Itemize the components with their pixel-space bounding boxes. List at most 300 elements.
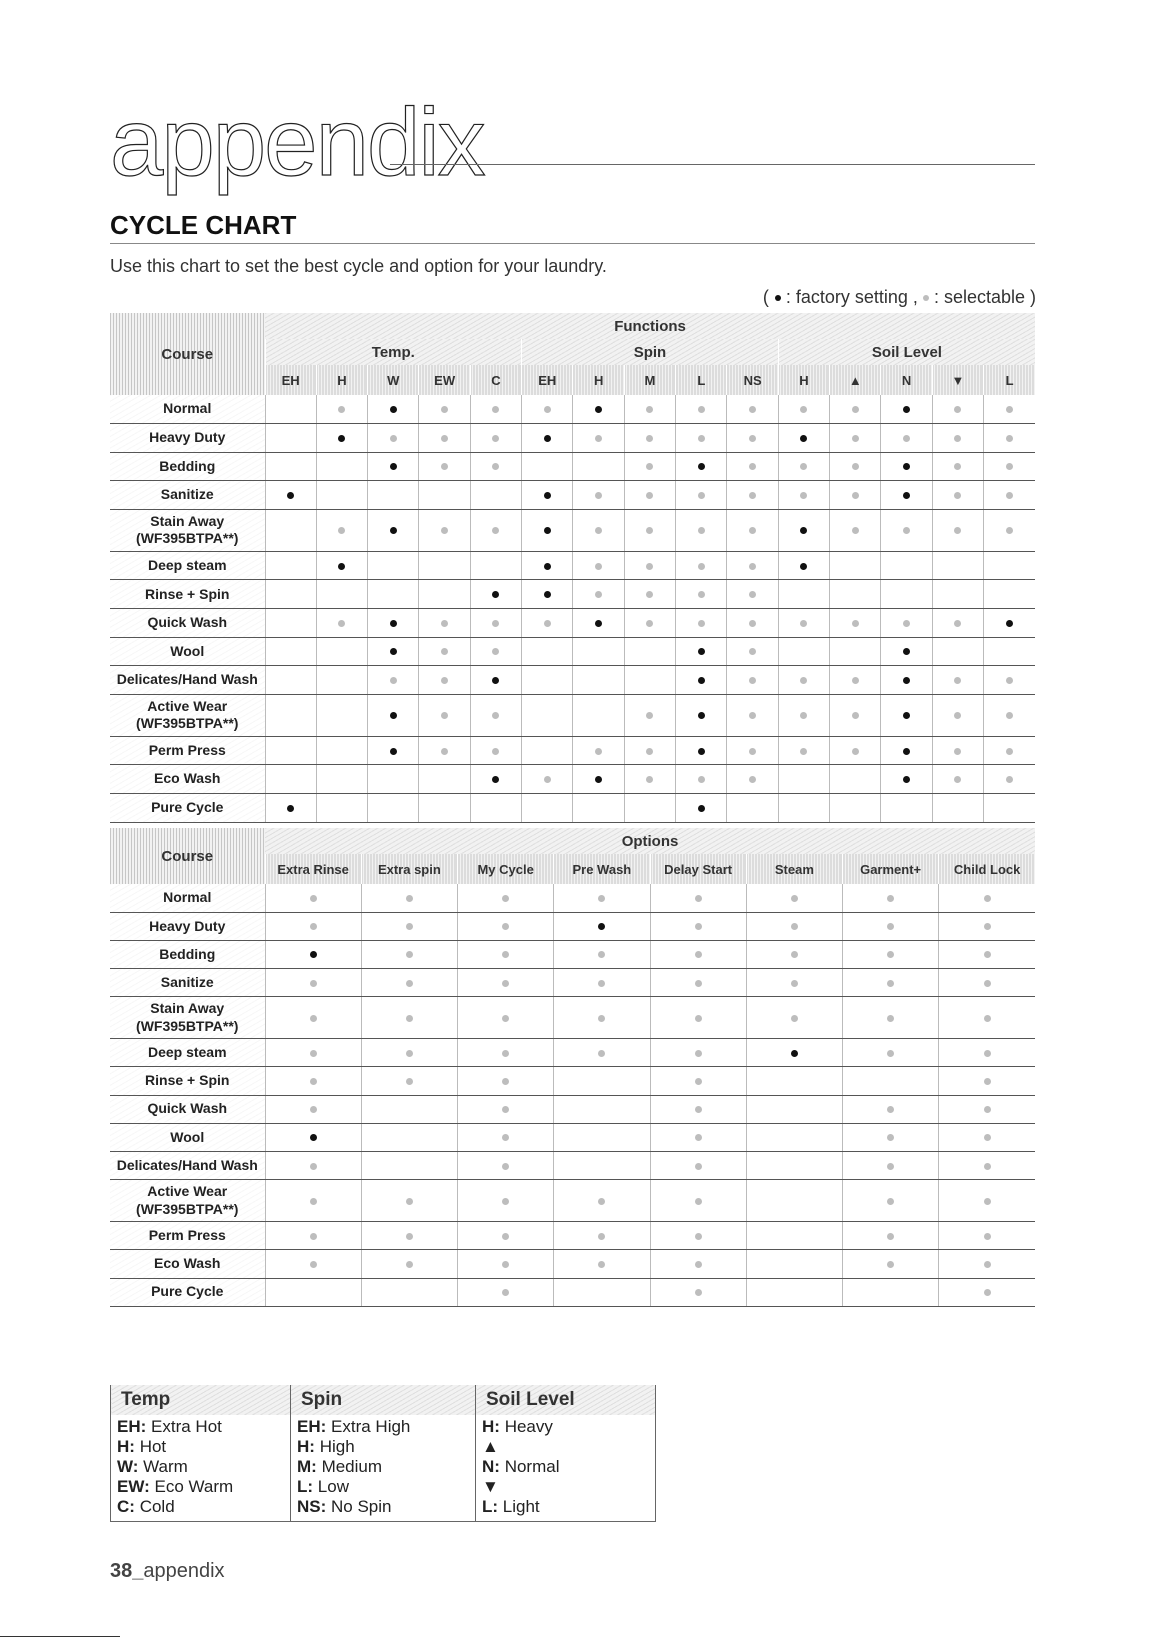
bottom-rule	[0, 1636, 120, 1637]
table-cell	[458, 1039, 554, 1067]
table-cell	[746, 1222, 842, 1250]
course-name: Bedding	[110, 452, 265, 481]
selectable-dot-icon	[1006, 463, 1013, 470]
abbreviation-value: Low	[317, 1477, 349, 1496]
table-cell	[573, 765, 624, 794]
selectable-dot-icon	[695, 1198, 702, 1205]
table-cell	[265, 912, 361, 940]
selectable-dot-icon	[502, 1134, 509, 1141]
table-cell	[470, 765, 521, 794]
table-cell	[746, 912, 842, 940]
table-cell	[265, 694, 316, 736]
selectable-dot-icon	[887, 923, 894, 930]
table-cell	[554, 1222, 650, 1250]
table-cell	[265, 765, 316, 794]
table-cell	[265, 736, 316, 765]
table-cell	[843, 1039, 939, 1067]
table-cell	[265, 940, 361, 968]
table-row	[110, 424, 1035, 453]
selectable-dot-icon	[598, 1233, 605, 1240]
selectable-dot-icon	[984, 895, 991, 902]
selectable-dot-icon	[887, 1106, 894, 1113]
selectable-dot-icon	[698, 620, 705, 627]
table-cell	[676, 765, 727, 794]
table-cell	[361, 1095, 457, 1123]
course-name: Wool	[110, 1123, 265, 1151]
table-cell	[368, 765, 419, 794]
table-cell	[881, 666, 932, 695]
table-cell	[573, 580, 624, 609]
selectable-dot-icon	[310, 1078, 317, 1085]
table-cell	[458, 997, 554, 1039]
abbreviation-item	[482, 1497, 655, 1517]
selectable-dot-icon	[887, 1163, 894, 1170]
table-cell	[650, 1067, 746, 1095]
table-cell	[932, 736, 983, 765]
factory-setting-dot-icon	[287, 805, 294, 812]
selectable-dot-icon	[749, 712, 756, 719]
table-cell	[554, 1152, 650, 1180]
table-cell	[843, 912, 939, 940]
functions-subheader: M	[624, 365, 675, 395]
selectable-dot-icon	[310, 1015, 317, 1022]
factory-setting-dot-icon	[698, 648, 705, 655]
table-cell	[984, 481, 1036, 510]
table-cell	[624, 395, 675, 424]
table-cell	[361, 1067, 457, 1095]
table-cell	[624, 694, 675, 736]
functions-course-header: Course	[110, 313, 265, 395]
table-cell	[676, 609, 727, 638]
table-cell	[573, 794, 624, 823]
selectable-dot-icon	[698, 591, 705, 598]
table-cell	[727, 509, 778, 551]
spin-abbr-header: Spin	[291, 1385, 476, 1415]
factory-setting-dot-icon	[390, 748, 397, 755]
table-cell	[932, 580, 983, 609]
table-cell	[573, 666, 624, 695]
table-cell	[554, 1039, 650, 1067]
table-row	[110, 765, 1035, 794]
selectable-dot-icon	[984, 1198, 991, 1205]
selectable-dot-icon	[492, 748, 499, 755]
factory-setting-dot-icon	[544, 492, 551, 499]
abbreviation-item	[482, 1477, 655, 1497]
course-name: Delicates/Hand Wash	[110, 666, 265, 695]
table-cell	[843, 969, 939, 997]
table-cell	[458, 969, 554, 997]
table-cell	[778, 509, 829, 551]
table-cell	[932, 666, 983, 695]
table-cell	[419, 424, 470, 453]
table-cell	[361, 1250, 457, 1278]
factory-setting-dot-icon	[544, 563, 551, 570]
selectable-dot-icon	[598, 895, 605, 902]
selectable-dot-icon	[1006, 435, 1013, 442]
factory-setting-dot-icon	[390, 463, 397, 470]
selectable-dot-icon	[887, 1261, 894, 1268]
table-cell	[361, 1278, 457, 1306]
factory-setting-dot-icon	[492, 677, 499, 684]
selectable-dot-icon	[406, 951, 413, 958]
table-cell	[727, 794, 778, 823]
table-cell	[316, 794, 367, 823]
table-cell	[650, 912, 746, 940]
selectable-dot-icon	[646, 406, 653, 413]
selectable-dot-icon	[698, 563, 705, 570]
factory-setting-dot-icon	[698, 463, 705, 470]
chapter-title: appendix	[110, 89, 484, 196]
course-name-line: Active Wear	[147, 697, 228, 714]
options-course-header: Course	[110, 828, 265, 884]
table-row	[110, 481, 1035, 510]
selectable-dot-icon	[791, 923, 798, 930]
table-cell	[984, 609, 1036, 638]
course-name: Pure Cycle	[110, 1278, 265, 1306]
table-row	[110, 940, 1035, 968]
table-row	[110, 1250, 1035, 1278]
selectable-dot-icon	[1006, 712, 1013, 719]
selectable-dot-icon	[695, 980, 702, 987]
table-cell	[419, 736, 470, 765]
table-cell	[984, 509, 1036, 551]
selectable-dot-icon	[887, 1233, 894, 1240]
course-name: Quick Wash	[110, 1095, 265, 1123]
table-cell	[419, 452, 470, 481]
table-cell	[939, 997, 1035, 1039]
factory-setting-dot-icon	[903, 648, 910, 655]
functions-subheader: NS	[727, 365, 778, 395]
selectable-dot-icon	[749, 677, 756, 684]
functions-subheader: ▲	[830, 365, 881, 395]
table-cell	[939, 1039, 1035, 1067]
table-cell	[727, 736, 778, 765]
table-cell	[939, 940, 1035, 968]
table-cell	[265, 884, 361, 912]
table-cell	[984, 736, 1036, 765]
table-cell	[316, 637, 367, 666]
selectable-dot-icon	[1006, 748, 1013, 755]
table-cell	[361, 1039, 457, 1067]
table-cell	[265, 794, 316, 823]
abbreviation-value: Heavy	[504, 1417, 553, 1436]
table-cell	[458, 1067, 554, 1095]
selectable-dot-icon	[406, 1050, 413, 1057]
table-cell	[368, 452, 419, 481]
selectable-dot-icon	[984, 1015, 991, 1022]
table-cell	[727, 551, 778, 580]
table-cell	[881, 509, 932, 551]
options-subheader: Delay Start	[650, 854, 746, 884]
factory-setting-dot-icon	[338, 563, 345, 570]
table-cell	[265, 1152, 361, 1180]
table-cell	[778, 794, 829, 823]
factory-setting-dot-icon	[390, 527, 397, 534]
table-cell	[778, 481, 829, 510]
selectable-dot-icon	[598, 1261, 605, 1268]
soil-abbr-list	[476, 1415, 656, 1522]
table-cell	[458, 1278, 554, 1306]
selectable-dot-icon	[852, 527, 859, 534]
temp-abbr-list	[111, 1415, 291, 1522]
table-cell	[624, 609, 675, 638]
table-cell	[939, 1222, 1035, 1250]
course-name: Bedding	[110, 940, 265, 968]
table-cell	[265, 1250, 361, 1278]
table-cell	[727, 424, 778, 453]
table-cell	[470, 481, 521, 510]
factory-setting-dot-icon	[903, 492, 910, 499]
selectable-dot-icon	[749, 620, 756, 627]
course-name: Heavy Duty	[110, 424, 265, 453]
table-cell	[830, 736, 881, 765]
selectable-dot-icon	[595, 435, 602, 442]
spin-abbr-list	[291, 1415, 476, 1522]
course-name-line: Stain Away	[150, 512, 225, 529]
selectable-dot-icon	[544, 406, 551, 413]
functions-subheader: L	[676, 365, 727, 395]
selectable-dot-icon	[749, 591, 756, 598]
table-cell	[624, 794, 675, 823]
table-cell	[727, 694, 778, 736]
table-cell	[419, 551, 470, 580]
table-cell	[830, 765, 881, 794]
table-cell	[727, 637, 778, 666]
table-cell	[470, 609, 521, 638]
table-cell	[554, 1095, 650, 1123]
table-cell	[932, 509, 983, 551]
selectable-dot-icon	[595, 527, 602, 534]
selectable-dot-icon	[887, 1198, 894, 1205]
selectable-dot-icon	[338, 620, 345, 627]
table-cell	[368, 395, 419, 424]
table-cell	[778, 580, 829, 609]
course-name: Delicates/Hand Wash	[110, 1152, 265, 1180]
table-cell	[265, 452, 316, 481]
abbreviation-item	[482, 1437, 655, 1457]
selectable-dot-icon	[595, 748, 602, 755]
factory-setting-dot-icon	[310, 1134, 317, 1141]
table-cell	[522, 580, 573, 609]
selectable-dot-icon	[698, 776, 705, 783]
table-row	[110, 1039, 1035, 1067]
selectable-dot-icon	[984, 1233, 991, 1240]
selectable-dot-icon	[646, 435, 653, 442]
selectable-dot-icon	[695, 1078, 702, 1085]
table-cell	[554, 1067, 650, 1095]
selectable-dot-icon	[492, 406, 499, 413]
footer-label: appendix	[143, 1560, 225, 1582]
selectable-dot-icon	[441, 620, 448, 627]
table-cell	[984, 424, 1036, 453]
abbreviation-value: Extra High	[331, 1417, 411, 1436]
course-name-line: (WF395BTPA**)	[136, 715, 239, 732]
selectable-dot-icon	[887, 1050, 894, 1057]
table-row	[110, 609, 1035, 638]
table-row	[110, 794, 1035, 823]
selectable-dot-icon	[984, 1163, 991, 1170]
table-cell	[368, 609, 419, 638]
selectable-dot-icon	[698, 406, 705, 413]
table-cell	[624, 424, 675, 453]
selectable-dot-icon	[984, 980, 991, 987]
factory-setting-dot-icon	[390, 648, 397, 655]
table-cell	[881, 551, 932, 580]
table-cell	[624, 666, 675, 695]
selectable-dot-icon	[954, 406, 961, 413]
course-name: Normal	[110, 884, 265, 912]
table-cell	[368, 580, 419, 609]
table-cell	[830, 509, 881, 551]
abbreviation-item	[482, 1417, 655, 1437]
table-cell	[932, 637, 983, 666]
table-cell	[984, 765, 1036, 794]
factory-setting-dot-icon	[492, 591, 499, 598]
table-cell	[881, 609, 932, 638]
selectable-dot-icon	[903, 527, 910, 534]
table-cell	[522, 765, 573, 794]
factory-dot-icon	[775, 295, 781, 301]
table-cell	[727, 609, 778, 638]
table-cell	[316, 666, 367, 695]
selectable-dot-icon	[598, 980, 605, 987]
selectable-dot-icon	[441, 712, 448, 719]
abbreviation-value: Normal	[504, 1457, 560, 1476]
table-cell	[650, 1123, 746, 1151]
selectable-dot-icon	[441, 463, 448, 470]
table-cell	[419, 395, 470, 424]
table-cell	[470, 551, 521, 580]
abbreviation-key: ▲	[482, 1437, 499, 1456]
functions-group-header: Temp.	[265, 339, 522, 365]
table-cell	[316, 765, 367, 794]
abbreviation-value: Cold	[139, 1497, 175, 1516]
table-cell	[361, 969, 457, 997]
table-cell	[470, 637, 521, 666]
selectable-dot-icon	[646, 527, 653, 534]
selectable-dot-icon	[646, 591, 653, 598]
table-row	[110, 1095, 1035, 1123]
selectable-dot-icon	[749, 463, 756, 470]
selectable-dot-icon	[791, 895, 798, 902]
selectable-dot-icon	[695, 1289, 702, 1296]
selectable-dot-icon	[544, 776, 551, 783]
selectable-dot-icon	[390, 677, 397, 684]
factory-setting-dot-icon	[903, 463, 910, 470]
selectable-dot-icon	[749, 527, 756, 534]
factory-setting-dot-icon	[698, 805, 705, 812]
table-cell	[361, 1123, 457, 1151]
table-cell	[843, 1222, 939, 1250]
table-cell	[316, 609, 367, 638]
selectable-dot-icon	[1006, 406, 1013, 413]
table-cell	[778, 736, 829, 765]
table-cell	[316, 736, 367, 765]
selectable-dot-icon	[887, 980, 894, 987]
table-cell	[746, 1152, 842, 1180]
abbreviation-key: L:	[482, 1497, 499, 1516]
functions-group-header: Soil Level	[778, 339, 1035, 365]
abbreviation-value: High	[319, 1437, 355, 1456]
selectable-dot-icon	[852, 620, 859, 627]
table-cell	[624, 452, 675, 481]
functions-group-header: Spin	[522, 339, 779, 365]
factory-setting-dot-icon	[698, 677, 705, 684]
table-cell	[522, 637, 573, 666]
table-cell	[470, 794, 521, 823]
selectable-dot-icon	[698, 492, 705, 499]
functions-subheader: EW	[419, 365, 470, 395]
table-row	[110, 637, 1035, 666]
table-cell	[939, 884, 1035, 912]
selectable-dot-icon	[852, 712, 859, 719]
functions-table-body	[110, 395, 1035, 822]
course-name: Sanitize	[110, 481, 265, 510]
table-cell	[843, 1180, 939, 1222]
selectable-dot-icon	[695, 1134, 702, 1141]
table-cell	[746, 884, 842, 912]
table-cell	[830, 694, 881, 736]
selectable-dot-icon	[1006, 527, 1013, 534]
table-cell	[984, 637, 1036, 666]
factory-setting-dot-icon	[544, 591, 551, 598]
table-row	[110, 997, 1035, 1039]
table-cell	[265, 969, 361, 997]
course-name: Quick Wash	[110, 609, 265, 638]
selectable-dot-icon	[492, 712, 499, 719]
selectable-dot-icon	[492, 435, 499, 442]
table-cell	[265, 1095, 361, 1123]
table-cell	[419, 694, 470, 736]
table-cell	[419, 481, 470, 510]
table-cell	[843, 1278, 939, 1306]
selectable-dot-icon	[984, 1078, 991, 1085]
selectable-dot-icon	[791, 1015, 798, 1022]
table-cell	[676, 666, 727, 695]
selectable-dot-icon	[852, 492, 859, 499]
options-subheader: Garment+	[843, 854, 939, 884]
selectable-dot-icon	[749, 748, 756, 755]
selectable-dot-icon	[1006, 492, 1013, 499]
course-name: Rinse + Spin	[110, 580, 265, 609]
selectable-dot-icon	[406, 895, 413, 902]
table-cell	[881, 424, 932, 453]
table-cell	[361, 884, 457, 912]
page-footer	[110, 1560, 225, 1583]
table-cell	[650, 1222, 746, 1250]
table-cell	[778, 551, 829, 580]
course-name: Deep steam	[110, 551, 265, 580]
table-cell	[361, 1222, 457, 1250]
table-cell	[778, 609, 829, 638]
selectable-dot-icon	[695, 895, 702, 902]
selectable-dot-icon	[492, 463, 499, 470]
selectable-dot-icon	[923, 295, 929, 301]
table-cell	[830, 794, 881, 823]
table-cell	[650, 969, 746, 997]
table-cell	[939, 1123, 1035, 1151]
table-cell	[881, 794, 932, 823]
table-cell	[984, 580, 1036, 609]
abbreviation-item	[297, 1437, 475, 1457]
selectable-dot-icon	[695, 1163, 702, 1170]
selectable-dot-icon	[984, 1050, 991, 1057]
table-cell	[316, 509, 367, 551]
factory-setting-dot-icon	[1006, 620, 1013, 627]
selectable-dot-icon	[406, 1078, 413, 1085]
legend-factory-label: : factory setting ,	[785, 287, 918, 307]
section-title: CYCLE CHART	[110, 210, 297, 240]
